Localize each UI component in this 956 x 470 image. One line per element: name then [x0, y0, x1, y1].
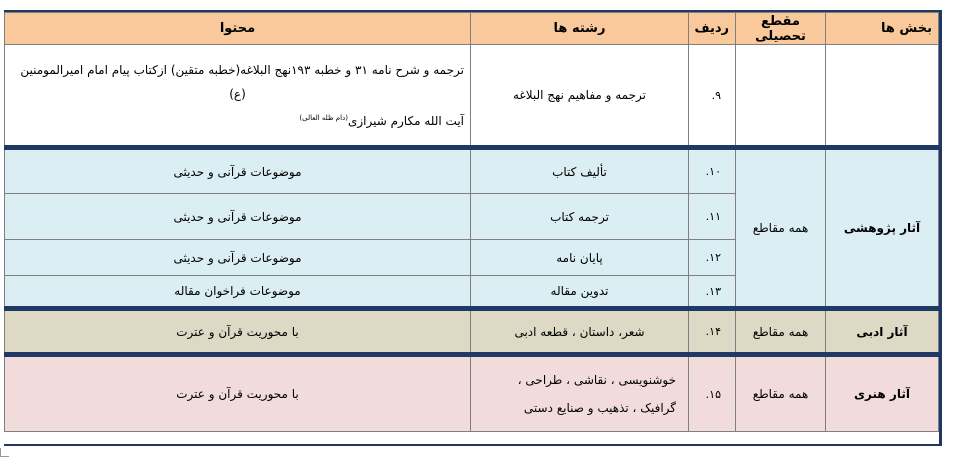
- header-row: [5, 13, 939, 45]
- level-literary: همه مقاطع: [736, 309, 826, 355]
- level-research: همه مقاطع: [736, 148, 826, 309]
- section-literary: آثار ادبی: [826, 309, 939, 355]
- content-cell: با محوریت قرآن و عترت: [5, 355, 471, 432]
- header-content: محتوا: [5, 13, 471, 45]
- row-number: ۹.: [689, 45, 736, 148]
- row-number: ۱۵.: [689, 355, 736, 432]
- section-research: آثار پژوهشی: [826, 148, 939, 309]
- content-line: [11, 106, 464, 133]
- row-number: ۱۱.: [689, 194, 736, 240]
- header-level: مقطع تحصیلی: [736, 13, 826, 45]
- level-art: همه مقاطع: [736, 355, 826, 432]
- content-line: ترجمه و شرح نامه ۳۱ و خطبه ۱۹۳نهج البلاغه(خطبه متقین) ازکتاب پیام امام امیرالمومنین: [20, 62, 464, 77]
- content-cell: موضوعات فراخوان مقاله: [5, 276, 471, 309]
- header-section: بخش ها: [826, 13, 939, 45]
- level-cell-empty: [736, 45, 826, 148]
- field-line: گرافیک ، تذهیب و صنایع دستی: [523, 401, 676, 415]
- content-line: (ع): [229, 86, 246, 101]
- content-cell: موضوعات قرآنی و حدیثی: [5, 240, 471, 276]
- field-cell: شعر، داستان ، قطعه ادبی: [471, 309, 689, 355]
- content-cell: موضوعات قرآنی و حدیثی: [5, 148, 471, 194]
- field-cell: [471, 355, 689, 432]
- author-name: آیت الله مکارم شیرازی: [347, 113, 464, 128]
- field-line: خوشنویسی ، نقاشی ، طراحی ،: [517, 373, 676, 387]
- field-cell: تألیف کتاب: [471, 148, 689, 194]
- table-row-9: [5, 45, 939, 148]
- row-number: ۱۲.: [689, 240, 736, 276]
- content-cell: با محوریت قرآن و عترت: [5, 309, 471, 355]
- content-cell: [5, 45, 471, 148]
- field-cell: تدوین مقاله: [471, 276, 689, 309]
- header-field: رشته ها: [471, 13, 689, 45]
- row-number: ۱۴.: [689, 309, 736, 355]
- page-corner-mark: [0, 448, 9, 457]
- field-cell: ترجمه و مفاهیم نهج البلاغه: [471, 45, 689, 148]
- header-row-number: ردیف: [689, 13, 736, 45]
- field-cell: پایان نامه: [471, 240, 689, 276]
- content-cell: موضوعات قرآنی و حدیثی: [5, 194, 471, 240]
- honorific: (دام ظله العالی): [299, 113, 348, 122]
- row-number: ۱۰.: [689, 148, 736, 194]
- table-row-14: [5, 309, 939, 355]
- curriculum-table-frame: [4, 10, 942, 446]
- table-row-10: [5, 148, 939, 194]
- field-cell: ترجمه کتاب: [471, 194, 689, 240]
- table-row-15: [5, 355, 939, 432]
- section-cell-empty: [826, 45, 939, 148]
- row-number: ۱۳.: [689, 276, 736, 309]
- section-art: آثار هنری: [826, 355, 939, 432]
- curriculum-table: [4, 12, 939, 432]
